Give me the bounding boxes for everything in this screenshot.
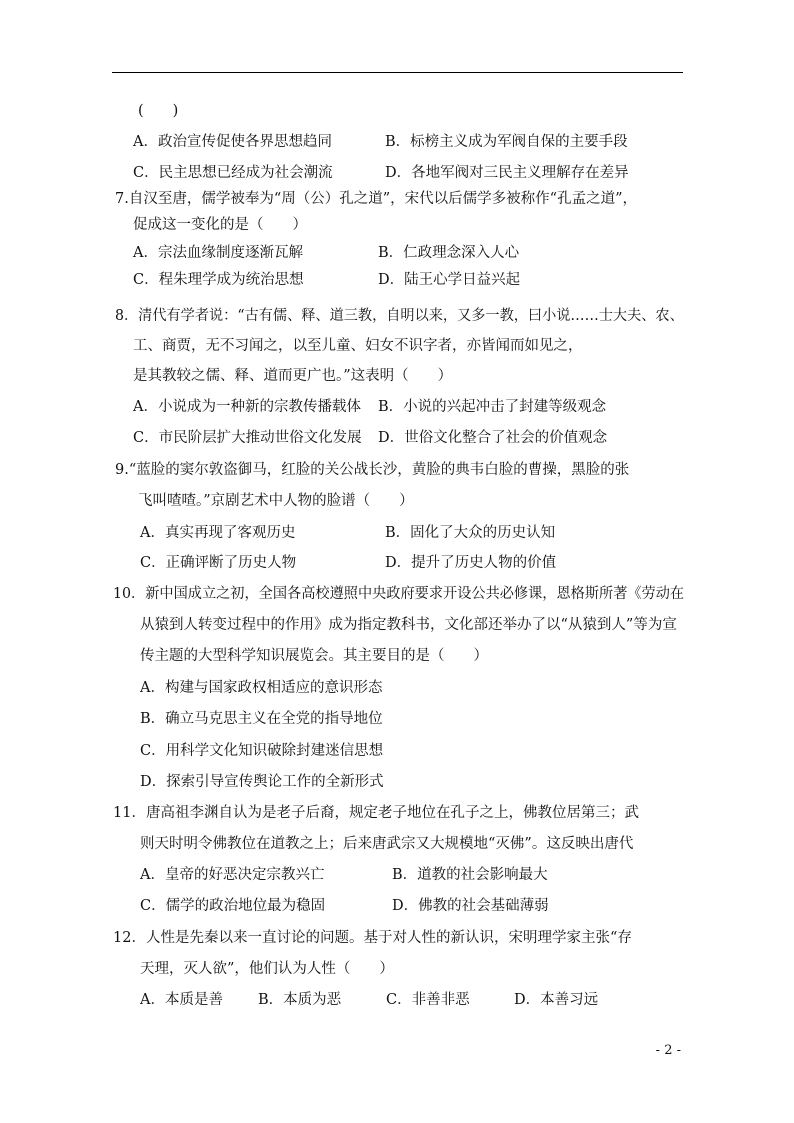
q8-stem-line2: 工、商贾，无不习闻之，以至儿童、妇女不识字者，亦皆闻而如见之，: [133, 338, 583, 354]
q10-option-b[interactable]: B．确立马克思主义在全党的指导地位: [140, 711, 383, 727]
q12-stem-line1: 12．人性是先秦以来一直讨论的问题。基于对人性的新认识，宋明理学家主张“存: [113, 930, 632, 946]
q12-option-d[interactable]: D．本善习远: [514, 992, 599, 1008]
q8-stem-line3: 是其教较之儒、释、道而更广也。”这表明（ ）: [133, 368, 453, 384]
page-number: - 2 -: [655, 1043, 681, 1058]
q8-option-d[interactable]: D．世俗文化整合了社会的价值观念: [378, 430, 608, 446]
q7-option-b[interactable]: B．仁政理念深入人心: [378, 245, 520, 261]
q7-stem-line2: 促成这一变化的是（ ）: [133, 217, 307, 233]
q12-option-c[interactable]: C．非善非恶: [386, 992, 470, 1008]
q9-option-c[interactable]: C．正确评断了历史人物: [140, 555, 297, 571]
q9-option-b[interactable]: B．固化了大众的历史认知: [385, 525, 556, 541]
q9-option-d[interactable]: D．提升了历史人物的价值: [385, 555, 557, 571]
q12-option-b[interactable]: B．本质为恶: [258, 992, 342, 1008]
q11-stem-line1: 11．唐高祖李渊自认为是老子后裔，规定老子地位在孔子之上，佛教位居第三；武: [113, 805, 639, 821]
q8-option-b[interactable]: B．小说的兴起冲击了封建等级观念: [378, 399, 607, 415]
q7-option-d[interactable]: D．陆王心学日益兴起: [378, 272, 521, 288]
q10-option-a[interactable]: A．构建与国家政权相适应的意识形态: [140, 680, 383, 696]
q10-stem-line2: 从猿到人转变过程中的作用》成为指定教科书，文化部还举办了以“从猿到人”等为宣: [140, 617, 677, 633]
q12-stem-line2: 天理，灭人欲”，他们认为人性（ ）: [140, 961, 394, 977]
q6-option-c[interactable]: C．民主思想已经成为社会潮流: [133, 165, 333, 181]
q11-option-b[interactable]: B．道教的社会影响最大: [392, 867, 548, 883]
q9-stem-line1: 9.“蓝脸的窦尔敦盗御马，红脸的关公战长沙，黄脸的典韦白脸的曹操，黑脸的张: [115, 462, 630, 478]
q7-option-a[interactable]: A．宗法血缘制度逐渐瓦解: [133, 245, 303, 261]
q11-option-d[interactable]: D．佛教的社会基础薄弱: [392, 898, 549, 914]
q10-option-c[interactable]: C．用科学文化知识破除封建迷信思想: [140, 743, 384, 759]
q8-option-c[interactable]: C．市民阶层扩大推动世俗文化发展: [133, 430, 362, 446]
q6-option-b[interactable]: B．标榜主义成为军阀自保的主要手段: [385, 134, 628, 150]
q9-option-a[interactable]: A．真实再现了客观历史: [140, 525, 296, 541]
q11-stem-line2: 则天时明令佛教位在道教之上；后来唐武宗又大规模地“灭佛”。这反映出唐代: [140, 836, 634, 852]
q10-stem-line1: 10．新中国成立之初，全国各高校遵照中央政府要求开设公共必修课，恩格斯所著《劳动在: [113, 586, 685, 602]
q9-stem-line2: 飞叫喳喳。”京剧艺术中人物的脸谱（ ）: [138, 493, 414, 509]
q8-stem-line1: 8．清代有学者说：“古有儒、释、道三教，自明以来，又多一教，曰小说……士大夫、农、: [115, 308, 684, 324]
q6-option-a[interactable]: A．政治宣传促使各界思想趋同: [133, 134, 332, 150]
q10-stem-line3: 传主题的大型科学知识展览会。其主要目的是（ ）: [140, 648, 488, 664]
q11-option-a[interactable]: A．皇帝的好恶决定宗教兴亡: [140, 867, 325, 883]
q7-stem-line1: 7.自汉至唐，儒学被奉为“周（公）孔之道”，宋代以后儒学多被称作“孔孟之道”，: [115, 191, 637, 207]
q11-option-c[interactable]: C．儒学的政治地位最为稳固: [140, 898, 326, 914]
q6-blank: ( ): [138, 103, 179, 119]
q7-option-c[interactable]: C．程朱理学成为统治思想: [133, 272, 304, 288]
header-rule: [112, 72, 683, 73]
q6-option-d[interactable]: D．各地军阀对三民主义理解存在差异: [385, 165, 629, 181]
q12-option-a[interactable]: A．本质是善: [140, 992, 223, 1008]
q8-option-a[interactable]: A．小说成为一种新的宗教传播载体: [133, 399, 361, 415]
q10-option-d[interactable]: D．探索引导宣传舆论工作的全新形式: [140, 774, 384, 790]
